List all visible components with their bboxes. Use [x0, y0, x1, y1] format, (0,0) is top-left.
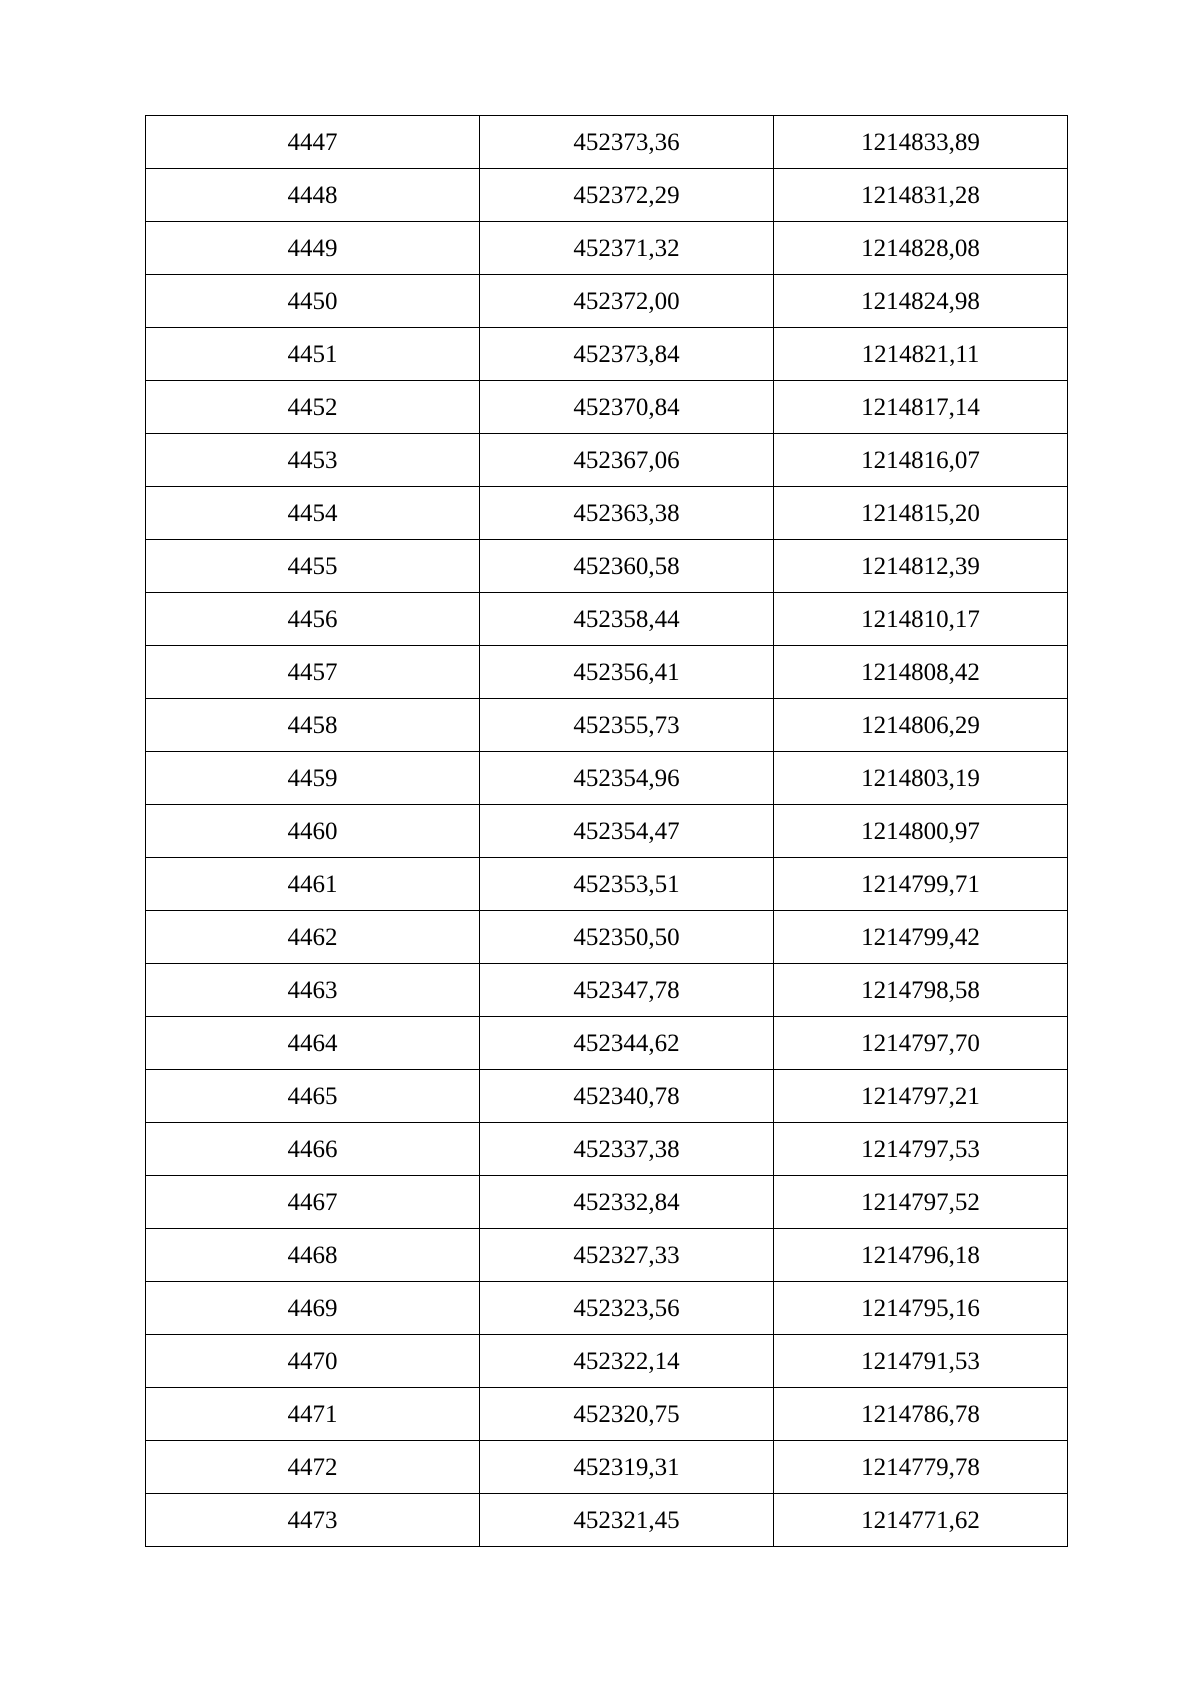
table-row [146, 1335, 1068, 1388]
y-coordinate-cell: 1214808,42 [774, 646, 1068, 699]
y-coordinate-cell: 1214816,07 [774, 434, 1068, 487]
y-coordinate-cell: 1214799,71 [774, 858, 1068, 911]
y-coordinate-cell: 1214799,42 [774, 911, 1068, 964]
x-coordinate-cell: 452356,41 [480, 646, 774, 699]
point-number-cell: 4468 [146, 1229, 480, 1282]
table-row [146, 805, 1068, 858]
x-coordinate-cell: 452350,50 [480, 911, 774, 964]
x-coordinate-cell: 452371,32 [480, 222, 774, 275]
point-number-cell: 4461 [146, 858, 480, 911]
table-row [146, 964, 1068, 1017]
table-row [146, 1017, 1068, 1070]
y-coordinate-cell: 1214817,14 [774, 381, 1068, 434]
point-number-cell: 4455 [146, 540, 480, 593]
y-coordinate-cell: 1214797,53 [774, 1123, 1068, 1176]
x-coordinate-cell: 452354,47 [480, 805, 774, 858]
point-number-cell: 4465 [146, 1070, 480, 1123]
x-coordinate-cell: 452320,75 [480, 1388, 774, 1441]
table-row [146, 752, 1068, 805]
y-coordinate-cell: 1214833,89 [774, 116, 1068, 169]
point-number-cell: 4453 [146, 434, 480, 487]
x-coordinate-cell: 452353,51 [480, 858, 774, 911]
x-coordinate-cell: 452358,44 [480, 593, 774, 646]
x-coordinate-cell: 452363,38 [480, 487, 774, 540]
x-coordinate-cell: 452355,73 [480, 699, 774, 752]
y-coordinate-cell: 1214828,08 [774, 222, 1068, 275]
table-row [146, 222, 1068, 275]
table-row [146, 169, 1068, 222]
table-row [146, 434, 1068, 487]
y-coordinate-cell: 1214791,53 [774, 1335, 1068, 1388]
y-coordinate-cell: 1214815,20 [774, 487, 1068, 540]
x-coordinate-cell: 452321,45 [480, 1494, 774, 1547]
point-number-cell: 4469 [146, 1282, 480, 1335]
table-row [146, 646, 1068, 699]
x-coordinate-cell: 452373,36 [480, 116, 774, 169]
y-coordinate-cell: 1214797,21 [774, 1070, 1068, 1123]
table-row [146, 1176, 1068, 1229]
x-coordinate-cell: 452372,00 [480, 275, 774, 328]
table-row [146, 116, 1068, 169]
table-row [146, 1229, 1068, 1282]
table-row [146, 540, 1068, 593]
point-number-cell: 4460 [146, 805, 480, 858]
x-coordinate-cell: 452372,29 [480, 169, 774, 222]
table-row [146, 381, 1068, 434]
table-row [146, 1388, 1068, 1441]
point-number-cell: 4473 [146, 1494, 480, 1547]
y-coordinate-cell: 1214812,39 [774, 540, 1068, 593]
y-coordinate-cell: 1214810,17 [774, 593, 1068, 646]
point-number-cell: 4467 [146, 1176, 480, 1229]
y-coordinate-cell: 1214803,19 [774, 752, 1068, 805]
x-coordinate-cell: 452367,06 [480, 434, 774, 487]
y-coordinate-cell: 1214800,97 [774, 805, 1068, 858]
point-number-cell: 4471 [146, 1388, 480, 1441]
y-coordinate-cell: 1214821,11 [774, 328, 1068, 381]
table-row [146, 1123, 1068, 1176]
point-number-cell: 4457 [146, 646, 480, 699]
x-coordinate-cell: 452327,33 [480, 1229, 774, 1282]
table-row [146, 487, 1068, 540]
point-number-cell: 4449 [146, 222, 480, 275]
x-coordinate-cell: 452332,84 [480, 1176, 774, 1229]
x-coordinate-cell: 452370,84 [480, 381, 774, 434]
point-number-cell: 4454 [146, 487, 480, 540]
point-number-cell: 4472 [146, 1441, 480, 1494]
table-row [146, 1070, 1068, 1123]
x-coordinate-cell: 452360,58 [480, 540, 774, 593]
table-row [146, 858, 1068, 911]
table-row [146, 911, 1068, 964]
y-coordinate-cell: 1214796,18 [774, 1229, 1068, 1282]
point-number-cell: 4456 [146, 593, 480, 646]
x-coordinate-cell: 452323,56 [480, 1282, 774, 1335]
point-number-cell: 4451 [146, 328, 480, 381]
x-coordinate-cell: 452373,84 [480, 328, 774, 381]
y-coordinate-cell: 1214806,29 [774, 699, 1068, 752]
point-number-cell: 4462 [146, 911, 480, 964]
x-coordinate-cell: 452344,62 [480, 1017, 774, 1070]
x-coordinate-cell: 452337,38 [480, 1123, 774, 1176]
y-coordinate-cell: 1214798,58 [774, 964, 1068, 1017]
y-coordinate-cell: 1214771,62 [774, 1494, 1068, 1547]
point-number-cell: 4459 [146, 752, 480, 805]
table-row [146, 1441, 1068, 1494]
table-row [146, 1282, 1068, 1335]
point-number-cell: 4458 [146, 699, 480, 752]
point-number-cell: 4464 [146, 1017, 480, 1070]
point-number-cell: 4470 [146, 1335, 480, 1388]
point-number-cell: 4452 [146, 381, 480, 434]
point-number-cell: 4450 [146, 275, 480, 328]
table-row [146, 1494, 1068, 1547]
point-number-cell: 4466 [146, 1123, 480, 1176]
coordinates-table [145, 115, 1068, 1547]
x-coordinate-cell: 452354,96 [480, 752, 774, 805]
x-coordinate-cell: 452340,78 [480, 1070, 774, 1123]
table-row [146, 593, 1068, 646]
table-row [146, 328, 1068, 381]
x-coordinate-cell: 452319,31 [480, 1441, 774, 1494]
y-coordinate-cell: 1214824,98 [774, 275, 1068, 328]
y-coordinate-cell: 1214786,78 [774, 1388, 1068, 1441]
y-coordinate-cell: 1214797,70 [774, 1017, 1068, 1070]
y-coordinate-cell: 1214831,28 [774, 169, 1068, 222]
point-number-cell: 4448 [146, 169, 480, 222]
point-number-cell: 4463 [146, 964, 480, 1017]
y-coordinate-cell: 1214795,16 [774, 1282, 1068, 1335]
y-coordinate-cell: 1214797,52 [774, 1176, 1068, 1229]
table-row [146, 699, 1068, 752]
point-number-cell: 4447 [146, 116, 480, 169]
x-coordinate-cell: 452322,14 [480, 1335, 774, 1388]
y-coordinate-cell: 1214779,78 [774, 1441, 1068, 1494]
x-coordinate-cell: 452347,78 [480, 964, 774, 1017]
table-row [146, 275, 1068, 328]
coordinates-table-body [146, 116, 1068, 1547]
